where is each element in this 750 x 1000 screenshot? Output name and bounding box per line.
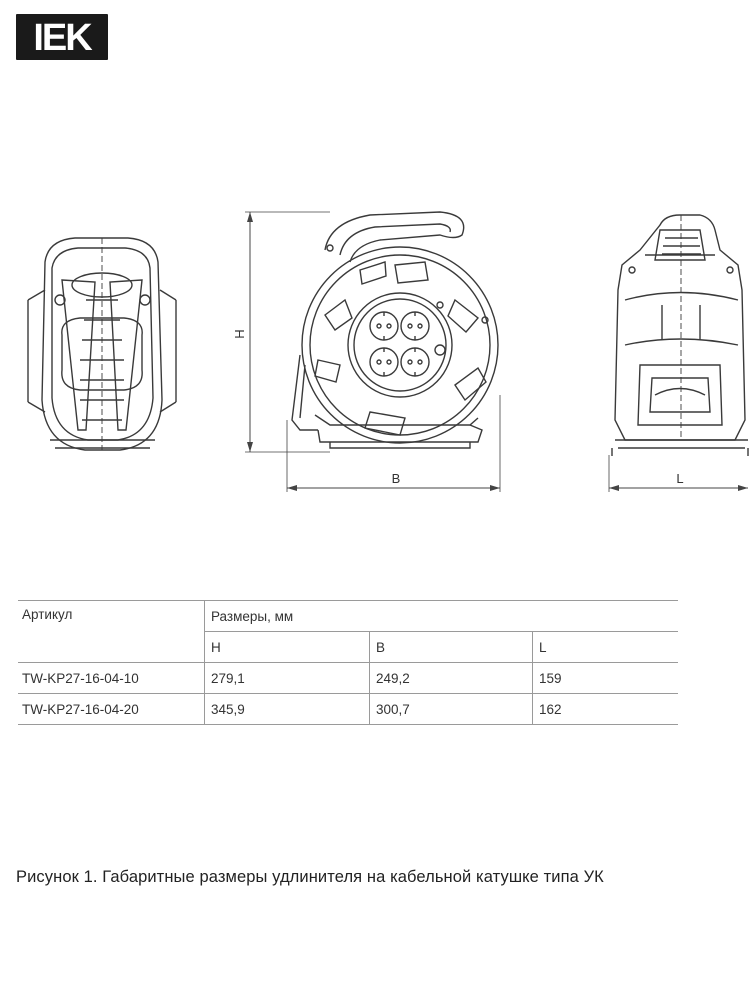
row-b: 300,7: [370, 694, 533, 725]
iek-logo: [16, 14, 108, 60]
header-col-b: B: [370, 632, 533, 663]
dimension-label-h: H: [232, 329, 247, 339]
row-article: TW-KP27-16-04-20: [18, 694, 205, 725]
front-view: [28, 238, 176, 450]
back-view: [612, 215, 748, 456]
row-l: 159: [533, 663, 679, 694]
header-col-h: H: [205, 632, 370, 663]
header-col-l: L: [533, 632, 679, 663]
row-l: 162: [533, 694, 679, 725]
row-h: 345,9: [205, 694, 370, 725]
header-article: Артикул: [18, 601, 205, 663]
dimension-label-b: B: [391, 471, 401, 486]
side-view: [292, 212, 498, 448]
dimension-label-l: L: [676, 471, 684, 486]
technical-drawing: [0, 195, 750, 505]
dimensions-table: [18, 600, 678, 725]
row-b: 249,2: [370, 663, 533, 694]
figure-caption: Рисунок 1. Габаритные размеры удлинителя на кабельной катушке типа УК: [16, 868, 604, 886]
row-article: TW-KP27-16-04-10: [18, 663, 205, 694]
row-h: 279,1: [205, 663, 370, 694]
table-header-row: [18, 601, 678, 632]
table-row: [18, 663, 678, 694]
table-row: [18, 694, 678, 725]
header-dimensions: Размеры, мм: [205, 601, 679, 632]
logo-text: IEK: [33, 17, 91, 59]
